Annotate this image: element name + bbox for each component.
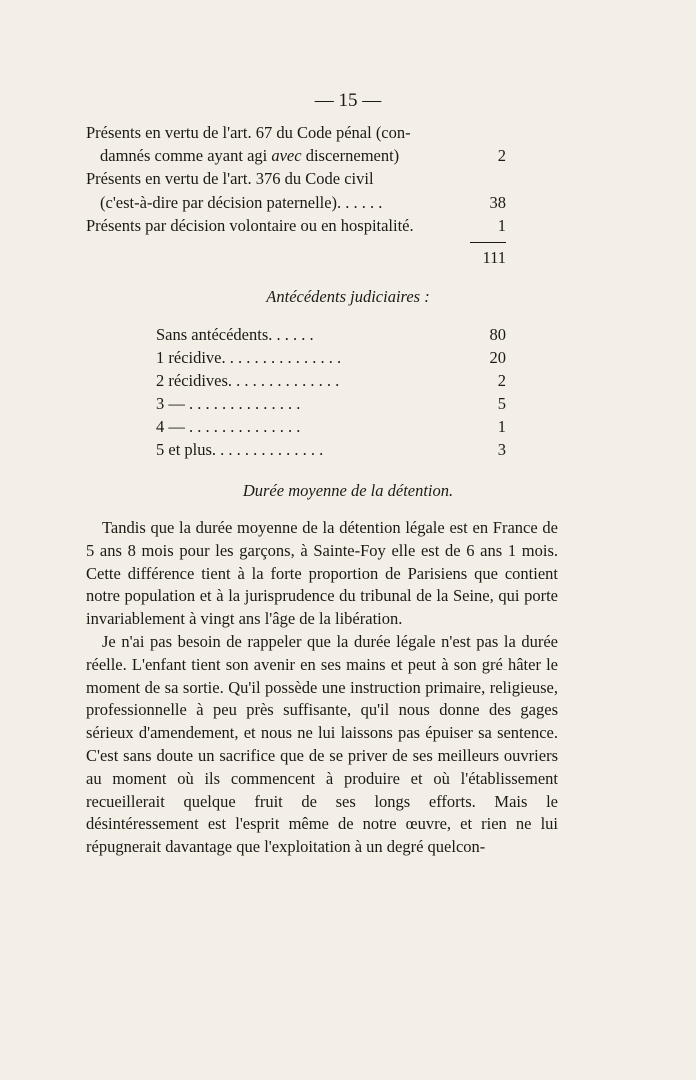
table-row: 5 et plus. . . . . . . . . . . . . . 3	[156, 440, 506, 459]
table-row: 3 — . . . . . . . . . . . . . . 5	[156, 394, 506, 413]
heading-antecedents: Antécédents judiciaires :	[266, 287, 430, 306]
paragraph: Tandis que la durée moyenne de la détention légale est en France de 5 ans 8 mois pour les garçons, à Sainte-Foy elle est de 6 ans 1 mois. Cette différence tient à la forte proportion de Parisiens que contient notre population et à la jurisprudence du tribunal de la Seine, qui porte invariablement à vingt ans l'âge de la libération.	[86, 518, 558, 629]
presence-text: damnés comme ayant agi avec discernement)	[100, 146, 400, 165]
total-rule	[470, 242, 506, 243]
antecedents-table	[156, 323, 506, 461]
table-row: Sans antécédents. . . . . . 80	[156, 325, 506, 344]
paragraph: Je n'ai pas besoin de rappeler que la durée légale n'est pas la durée réelle. L'enfant tient son avenir en ses mains et peut à son gré hâter le moment de sa sortie. Qu'il possède une instruction primaire, religieuse, professionnelle à peu près suffisante, qu'il nous donne des gages sérieux d'amendement, et nous ne lui laissons pas épuiser sa sentence. C'est sans doute un sacrifice que de se priver de ses meilleurs ouvriers au moment où ils commencent à produire et où l'établissement recueillerait quelque fruit de ses longs efforts. Mais le désintéressement est l'esprit même de notre œuvre, et rien ne lui répugnerait davantage que l'exploitation à un degré quelcon-	[86, 631, 558, 857]
table-row: 4 — . . . . . . . . . . . . . . 1	[156, 417, 506, 436]
heading-duree: Durée moyenne de la détention.	[242, 481, 454, 500]
table-row: 2 récidives. . . . . . . . . . . . . . 2	[156, 371, 506, 390]
presence-total: 111	[482, 248, 506, 267]
table-row: 1 récidive. . . . . . . . . . . . . . . 20	[156, 348, 506, 367]
book-page: — 15 — Présents en vertu de l'art. 67 du Code pénal (con- damnés comme ayant agi avec discernement) 2 Présents en vertu de l'art. 376 du Code civil (c'est-à-dire par décision paternelle). . . . . . 38 Présents par décision volontaire ou en hospitalité. 1 111 Antécédents judiciaires : Sans antécédents. . . . . . 80 1 récidive. . . . . . . . . . . . . . . 20 2 récidives. . . . . . . . . . . . . . 2 3 — . . . . . . . . . . . . . . 5 4 — . . . . . . . . . . . . . . 1 5 et plus. . . . . . . . . . . . . . 3 Durée moyenne de la détention. Tandis que la durée moyenne de la détention légale est en France de 5 ans 8 mois pour les garçons, à Sainte-Foy elle est de 6 ans 1 mois. Cette différence tient à la forte proportion de Parisiens que contient notre population et à la jurisprudence du tribunal de la Seine, qui porte invariablement à vingt ans l'âge de la libération. Je n'ai pas besoin de rappeler que la durée légale n'est pas la durée réelle. L'enfant tient son avenir en ses mains et peut à son gré hâter le moment de sa sortie. Qu'il possède une instruction primaire, religieuse, professionnelle à peu près suffisante, qu'il nous donne des gages sérieux d'amendement, et nous ne lui laissons pas épuiser sa sentence. C'est sans doute un sacrifice que de se priver de ses meilleurs ouvriers au moment où ils commencent à produire et où l'établissement recueillerait quelque fruit de ses longs efforts. Mais le désintéressement est l'esprit même de notre œuvre, et rien ne lui répugnerait davantage que l'exploitation à un degré quelcon-	[0, 0, 696, 1080]
body-text	[86, 517, 558, 859]
page-number: — 15 —	[314, 90, 382, 111]
